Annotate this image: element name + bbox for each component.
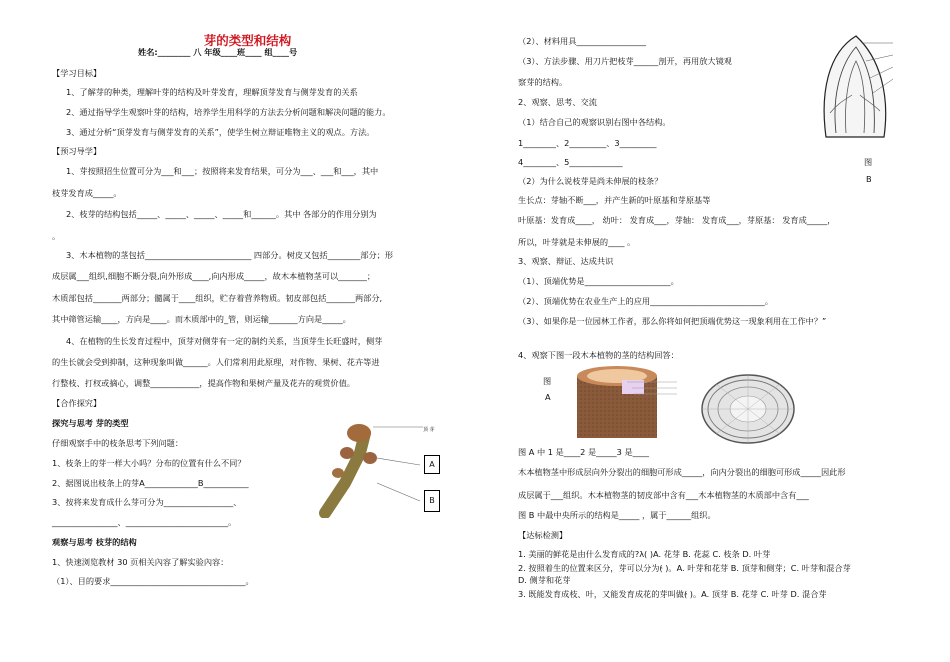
right-text-line: （1）结合自己的观察识别右图中各结构。 xyxy=(518,117,671,127)
stem-block-figure xyxy=(572,362,692,442)
right-text-line: 【达标检测】 xyxy=(518,530,568,540)
left-text-line: （1）、目的要求_________________________________。 xyxy=(52,576,254,586)
left-text-line: 2、据图说出枝条上的芽A_____________B___________ xyxy=(52,478,249,488)
left-text-line: 姓名:________ 八 年级____班____ 组____号 xyxy=(138,47,298,57)
left-text-line: 【合作探究】 xyxy=(52,398,102,408)
left-text-line: 【预习导学】 xyxy=(52,146,102,156)
stem-cross-section-figure xyxy=(700,372,800,444)
fig-b-label-2: B xyxy=(866,174,872,184)
right-text-line: 2. 按照着生的位置来区分，芽可以分为ٛ( )。A. 叶芽和花芽 B. 顶芽和侧芽；C. 叶芽和混合芽 xyxy=(518,563,851,573)
right-text-line: D. 侧芽和花芽 xyxy=(518,575,571,585)
right-text-line: 所以，叶芽就是未伸展的____ 。 xyxy=(518,237,636,247)
page-title: 芽的类型和结构 xyxy=(203,33,292,48)
fig-b-label-1: 图 xyxy=(864,157,873,167)
left-text-line: 木质部包括_______两部分；髓属于____组织，贮存着营养物质。韧皮部包括_______两部分, xyxy=(52,293,383,303)
right-text-line: 木本植物茎中形成层向外分裂出的细胞可形成_____，向内分裂出的细胞可形成_____因此形 xyxy=(518,467,846,477)
label-bud-a: A xyxy=(424,455,440,474)
right-text-line: 3、观察、辩证、达成共识 xyxy=(518,256,614,266)
left-text-line: 探究与思考 芽的类型 xyxy=(52,418,129,428)
right-text-line: 察芽的结构。 xyxy=(518,77,568,87)
left-text-line: 1、枝条上的芽一样大小吗？分布的位置有什么不同？ xyxy=(52,458,246,468)
left-text-line: 1、芽按照招生位置可分为___和___；按照将来发育结果，可分为___、___和___，其中 xyxy=(66,166,379,176)
left-text-line: 仔细观察手中的枝条思考下列问题： xyxy=(52,438,184,448)
right-text-line: 1. 美丽的鲜花是由什么发育成的?λ( )A. 花芽 B. 花蕊 C. 枝条 D. 叶芽 xyxy=(518,549,771,559)
left-text-line: 2、通过指导学生观察叶芽的结构，培养学生用科学的方法去分析问题和解决问题的能力。 xyxy=(66,107,391,117)
left-text-line: 观察与思考 枝芽的结构 xyxy=(52,537,137,547)
right-text-line: 叶原基：发育成____， 幼叶： 发育成___，芽轴： 发育成___，芽原基： 发育成_____， xyxy=(518,215,836,225)
right-text-line: （2）、顶端优势在农业生产上的应用____________________________。 xyxy=(518,296,773,306)
left-text-line: 枝芽发育成_____。 xyxy=(52,188,122,198)
left-text-line: 4、在植物的生长发育过程中，顶芽对侧芽有一定的制约关系，当顶芽生长旺盛时，侧芽 xyxy=(66,336,383,346)
left-text-line: 3、通过分析“顶芽发育与侧芽发育的关系”，使学生树立辩证唯物主义的观点。方法。 xyxy=(66,127,375,137)
right-text-line: （3）、如果你是一位园林工作者，那么你将如何把顶端优势这一现象利用在工作中？” xyxy=(518,316,827,326)
right-text-line: （2）、材料用具_________________ xyxy=(518,36,647,46)
left-text-line: 【学习目标】 xyxy=(52,68,102,78)
right-text-line: 4、观察下图一段木本植物的茎的结构回答： xyxy=(518,350,679,360)
left-text-line: 3、按将来发育成什么芽可分为_________________、 xyxy=(52,497,242,507)
left-text-line: 其中筛管运输____，方向是____。而木质部中的_管，则运输_______方向是_____。 xyxy=(52,314,351,324)
left-text-line: ________________、_________________________。 xyxy=(52,517,237,527)
left-text-line: 成层属___组织,细胞不断分裂,向外形成____,向内形成_____，故木本植物茎可以_______； xyxy=(52,271,376,281)
right-text-line: 4________、5_____________ xyxy=(518,157,623,167)
left-text-line: 。 xyxy=(52,231,61,241)
left-text-line: 1、了解芽的种类，理解叶芽的结构及叶芽发育，理解顶芽发育与侧芽发育的关系 xyxy=(66,87,358,97)
fig-a-label-2: A xyxy=(545,392,551,402)
left-text-line: 2、枝芽的结构包括_____、_____、_____、_____和______。其中 各部分的作用分别为 xyxy=(66,209,377,219)
label-bud-b: B xyxy=(424,490,440,512)
right-text-line: 2、观察、思考、交流 xyxy=(518,97,597,107)
right-text-line: 3. 既能发育成枝、叶，又能发育成花的芽叫做ٛ( )。A. 顶芽 B. 花芽 C. 叶芽 D. 混合芽 xyxy=(518,589,827,599)
right-text-line: 图 A 中 1 是____2 是_____3 是____ xyxy=(518,447,650,457)
left-text-line: 行整枝、打杈或摘心，调整____________，提高作物和果树产量及花卉的观赏价值。 xyxy=(52,378,355,388)
fig-a-label-1: 图 xyxy=(543,376,552,386)
bud-section-figure xyxy=(818,33,893,141)
right-text-line: （3）、方法步骤、用刀片把枝芽______剖开，再用放大镜观 xyxy=(518,56,732,66)
right-text-line: 1________、2_________、3_________ xyxy=(518,138,657,148)
left-text-line: 1、快速浏览教材 30 页相关內容了解实验內容： xyxy=(52,557,229,567)
right-text-line: （2）为什么说枝芽是尚未伸展的枝条？ xyxy=(518,176,663,186)
left-text-line: 的生长就会受到抑制，这种现象叫做______。人们常利用此原理，对作物、果树、花卉等进 xyxy=(52,357,380,367)
right-text-line: 图 B 中最中央所示的结构是_____ ，属于______组织。 xyxy=(518,510,716,520)
label-top-bud: 顶 芽 xyxy=(423,427,435,433)
right-text-line: 生长点：芽轴不断___，并产生新的叶原基和芽原基等 xyxy=(518,195,711,205)
left-text-line: 3、木本植物的茎包括__________________________ 四部分。树皮又包括________部分；形 xyxy=(66,250,394,260)
right-text-line: 成层属于___组织。木本植物茎的韧皮部中含有___木本植物茎的木质部中含有___ xyxy=(518,490,809,500)
right-text-line: （1）、顶端优势是_____________________。 xyxy=(518,276,679,286)
